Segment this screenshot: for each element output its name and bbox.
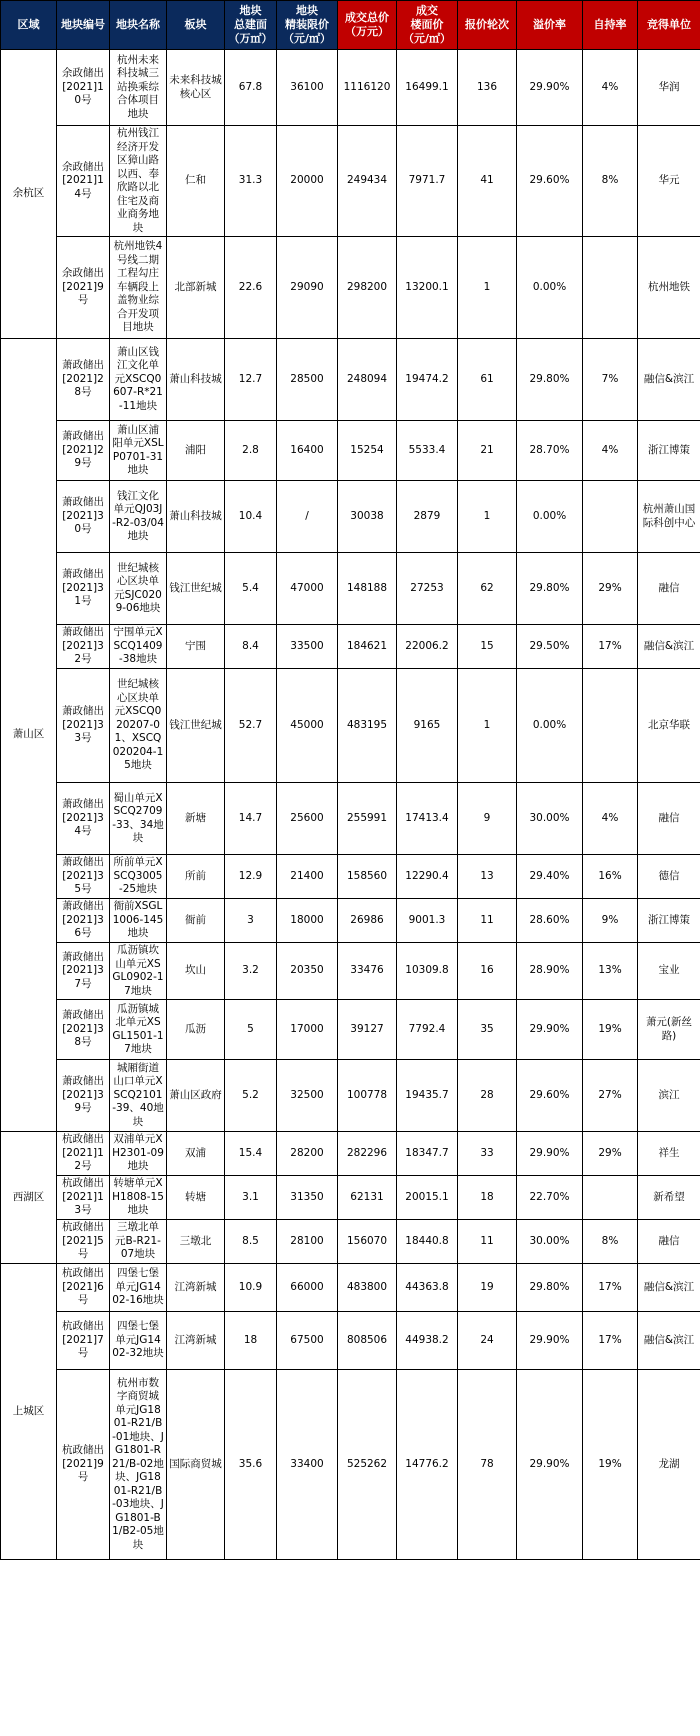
premium-cell: 0.00% xyxy=(517,237,583,339)
premium-cell: 0.00% xyxy=(517,669,583,783)
header-total-price: 成交总价 （万元） xyxy=(338,1,397,50)
floor-price-cell: 17413.4 xyxy=(397,783,458,855)
price-cap-cell: 33500 xyxy=(277,625,338,669)
header-self-hold: 自持率 xyxy=(583,1,638,50)
total-price-cell: 15254 xyxy=(338,421,397,481)
area-cell: 22.6 xyxy=(225,237,277,339)
rounds-cell: 41 xyxy=(458,126,517,237)
total-price-cell: 525262 xyxy=(338,1370,397,1560)
plot-no-cell: 杭政储出[2021]6号 xyxy=(57,1264,110,1312)
total-price-cell: 26986 xyxy=(338,899,397,943)
plot-name-cell: 蜀山单元XSCQ2709-33、34地块 xyxy=(110,783,167,855)
plot-name-cell: 世纪城核心区块单元SJC0209-06地块 xyxy=(110,553,167,625)
rounds-cell: 16 xyxy=(458,943,517,1000)
plot-name-cell: 四堡七堡单元JG1402-32地块 xyxy=(110,1312,167,1370)
area-cell: 3.2 xyxy=(225,943,277,1000)
rounds-cell: 21 xyxy=(458,421,517,481)
price-cap-cell: 36100 xyxy=(277,50,338,126)
winner-cell: 融信&滨江 xyxy=(638,625,700,669)
table-row xyxy=(1,553,700,625)
plot-name-cell: 萧山区浦阳单元XSLP0701-31地块 xyxy=(110,421,167,481)
table-row xyxy=(1,1264,700,1312)
district-cell: 萧山区 xyxy=(1,339,57,1132)
winner-cell: 德信 xyxy=(638,855,700,899)
premium-cell: 29.90% xyxy=(517,50,583,126)
plot-name-cell: 四堡七堡单元JG1402-16地块 xyxy=(110,1264,167,1312)
self-hold-cell: 17% xyxy=(583,1264,638,1312)
winner-cell: 融信&滨江 xyxy=(638,1312,700,1370)
sector-cell: 钱江世纪城 xyxy=(167,553,225,625)
self-hold-cell: 9% xyxy=(583,899,638,943)
price-cap-cell: 16400 xyxy=(277,421,338,481)
winner-cell: 华元 xyxy=(638,126,700,237)
self-hold-cell: 7% xyxy=(583,339,638,421)
rounds-cell: 19 xyxy=(458,1264,517,1312)
price-cap-cell: 25600 xyxy=(277,783,338,855)
plot-no-cell: 萧政储出[2021]30号 xyxy=(57,481,110,553)
rounds-cell: 11 xyxy=(458,899,517,943)
plot-name-cell: 所前单元XSCQ3005-25地块 xyxy=(110,855,167,899)
area-cell: 8.4 xyxy=(225,625,277,669)
premium-cell: 30.00% xyxy=(517,1220,583,1264)
premium-cell: 29.90% xyxy=(517,1132,583,1176)
rounds-cell: 15 xyxy=(458,625,517,669)
table-row xyxy=(1,421,700,481)
total-price-cell: 62131 xyxy=(338,1176,397,1220)
self-hold-cell: 8% xyxy=(583,126,638,237)
floor-price-cell: 18347.7 xyxy=(397,1132,458,1176)
plot-no-cell: 杭政储出[2021]12号 xyxy=(57,1132,110,1176)
sector-cell: 仁和 xyxy=(167,126,225,237)
premium-cell: 29.80% xyxy=(517,553,583,625)
header-row xyxy=(1,1,700,50)
table-row xyxy=(1,1220,700,1264)
rounds-cell: 62 xyxy=(458,553,517,625)
rounds-cell: 33 xyxy=(458,1132,517,1176)
plot-no-cell: 余政储出[2021]9号 xyxy=(57,237,110,339)
table-row xyxy=(1,1176,700,1220)
plot-no-cell: 杭政储出[2021]7号 xyxy=(57,1312,110,1370)
rounds-cell: 9 xyxy=(458,783,517,855)
rounds-cell: 1 xyxy=(458,237,517,339)
self-hold-cell: 17% xyxy=(583,1312,638,1370)
price-cap-cell: 28200 xyxy=(277,1132,338,1176)
area-cell: 8.5 xyxy=(225,1220,277,1264)
table-row xyxy=(1,237,700,339)
self-hold-cell: 19% xyxy=(583,1370,638,1560)
header-premium: 溢价率 xyxy=(517,1,583,50)
price-cap-cell: 28500 xyxy=(277,339,338,421)
sector-cell: 转塘 xyxy=(167,1176,225,1220)
plot-name-cell: 杭州地铁4号线二期工程勾庄车辆段上盖物业综合开发项目地块 xyxy=(110,237,167,339)
sector-cell: 萧山科技城 xyxy=(167,339,225,421)
self-hold-cell: 17% xyxy=(583,625,638,669)
sector-cell: 萧山科技城 xyxy=(167,481,225,553)
total-price-cell: 249434 xyxy=(338,126,397,237)
self-hold-cell: 29% xyxy=(583,553,638,625)
area-cell: 31.3 xyxy=(225,126,277,237)
table-row xyxy=(1,1370,700,1560)
self-hold-cell xyxy=(583,237,638,339)
sector-cell: 浦阳 xyxy=(167,421,225,481)
plot-name-cell: 萧山区钱江文化单元XSCQ0607-R*21-11地块 xyxy=(110,339,167,421)
winner-cell: 融信 xyxy=(638,783,700,855)
district-cell: 余杭区 xyxy=(1,50,57,339)
premium-cell: 29.60% xyxy=(517,1060,583,1132)
floor-price-cell: 14776.2 xyxy=(397,1370,458,1560)
floor-price-cell: 44363.8 xyxy=(397,1264,458,1312)
winner-cell: 融信&滨江 xyxy=(638,339,700,421)
area-cell: 5.2 xyxy=(225,1060,277,1132)
area-cell: 5 xyxy=(225,1000,277,1060)
plot-name-cell: 杭州未来科技城三站换乘综合体项目地块 xyxy=(110,50,167,126)
sector-cell: 江湾新城 xyxy=(167,1264,225,1312)
price-cap-cell: 18000 xyxy=(277,899,338,943)
plot-no-cell: 杭政储出[2021]9号 xyxy=(57,1370,110,1560)
plot-no-cell: 萧政储出[2021]35号 xyxy=(57,855,110,899)
floor-price-cell: 2879 xyxy=(397,481,458,553)
rounds-cell: 11 xyxy=(458,1220,517,1264)
plot-no-cell: 萧政储出[2021]31号 xyxy=(57,553,110,625)
rounds-cell: 78 xyxy=(458,1370,517,1560)
header-winner: 竞得单位 xyxy=(638,1,700,50)
sector-cell: 新塘 xyxy=(167,783,225,855)
floor-price-cell: 16499.1 xyxy=(397,50,458,126)
premium-cell: 29.90% xyxy=(517,1370,583,1560)
plot-name-cell: 杭州钱江经济开发区獐山路以西、奉欣路以北住宅及商业商务地块 xyxy=(110,126,167,237)
floor-price-cell: 5533.4 xyxy=(397,421,458,481)
rounds-cell: 136 xyxy=(458,50,517,126)
self-hold-cell: 27% xyxy=(583,1060,638,1132)
plot-no-cell: 萧政储出[2021]34号 xyxy=(57,783,110,855)
sector-cell: 宁围 xyxy=(167,625,225,669)
floor-price-cell: 19474.2 xyxy=(397,339,458,421)
price-cap-cell: 28100 xyxy=(277,1220,338,1264)
premium-cell: 30.00% xyxy=(517,783,583,855)
price-cap-cell: 21400 xyxy=(277,855,338,899)
total-price-cell: 100778 xyxy=(338,1060,397,1132)
plot-no-cell: 余政储出[2021]10号 xyxy=(57,50,110,126)
premium-cell: 28.70% xyxy=(517,421,583,481)
self-hold-cell: 4% xyxy=(583,421,638,481)
winner-cell: 华润 xyxy=(638,50,700,126)
header-area: 地块 总建面 （万㎡） xyxy=(225,1,277,50)
area-cell: 5.4 xyxy=(225,553,277,625)
total-price-cell: 282296 xyxy=(338,1132,397,1176)
sector-cell: 萧山区政府 xyxy=(167,1060,225,1132)
area-cell: 12.7 xyxy=(225,339,277,421)
sector-cell: 未来科技城核心区 xyxy=(167,50,225,126)
winner-cell: 北京华联 xyxy=(638,669,700,783)
premium-cell: 29.80% xyxy=(517,1264,583,1312)
total-price-cell: 483800 xyxy=(338,1264,397,1312)
table-row xyxy=(1,1000,700,1060)
sector-cell: 双浦 xyxy=(167,1132,225,1176)
area-cell: 3.1 xyxy=(225,1176,277,1220)
header-sector: 板块 xyxy=(167,1,225,50)
area-cell: 52.7 xyxy=(225,669,277,783)
area-cell: 2.8 xyxy=(225,421,277,481)
plot-no-cell: 余政储出[2021]14号 xyxy=(57,126,110,237)
plot-no-cell: 萧政储出[2021]37号 xyxy=(57,943,110,1000)
price-cap-cell: 29090 xyxy=(277,237,338,339)
plot-name-cell: 转塘单元XH1808-15地块 xyxy=(110,1176,167,1220)
total-price-cell: 298200 xyxy=(338,237,397,339)
rounds-cell: 24 xyxy=(458,1312,517,1370)
winner-cell: 祥生 xyxy=(638,1132,700,1176)
plot-no-cell: 萧政储出[2021]28号 xyxy=(57,339,110,421)
total-price-cell: 255991 xyxy=(338,783,397,855)
floor-price-cell: 20015.1 xyxy=(397,1176,458,1220)
area-cell: 67.8 xyxy=(225,50,277,126)
total-price-cell: 158560 xyxy=(338,855,397,899)
header-plot-name: 地块名称 xyxy=(110,1,167,50)
area-cell: 10.4 xyxy=(225,481,277,553)
floor-price-cell: 19435.7 xyxy=(397,1060,458,1132)
premium-cell: 28.60% xyxy=(517,899,583,943)
table-row xyxy=(1,481,700,553)
sector-cell: 坎山 xyxy=(167,943,225,1000)
self-hold-cell xyxy=(583,1176,638,1220)
table-row xyxy=(1,899,700,943)
winner-cell: 宝业 xyxy=(638,943,700,1000)
premium-cell: 28.90% xyxy=(517,943,583,1000)
rounds-cell: 13 xyxy=(458,855,517,899)
premium-cell: 29.50% xyxy=(517,625,583,669)
sector-cell: 所前 xyxy=(167,855,225,899)
total-price-cell: 1116120 xyxy=(338,50,397,126)
price-cap-cell: / xyxy=(277,481,338,553)
plot-no-cell: 萧政储出[2021]38号 xyxy=(57,1000,110,1060)
rounds-cell: 61 xyxy=(458,339,517,421)
floor-price-cell: 13200.1 xyxy=(397,237,458,339)
header-price-cap: 地块 精装限价 （元/㎡） xyxy=(277,1,338,50)
table-row xyxy=(1,669,700,783)
floor-price-cell: 27253 xyxy=(397,553,458,625)
self-hold-cell: 13% xyxy=(583,943,638,1000)
self-hold-cell: 29% xyxy=(583,1132,638,1176)
premium-cell: 22.70% xyxy=(517,1176,583,1220)
self-hold-cell: 19% xyxy=(583,1000,638,1060)
plot-name-cell: 瓜沥镇坎山单元XSGL0902-17地块 xyxy=(110,943,167,1000)
table-row xyxy=(1,943,700,1000)
price-cap-cell: 20350 xyxy=(277,943,338,1000)
table-row xyxy=(1,50,700,126)
plot-no-cell: 萧政储出[2021]29号 xyxy=(57,421,110,481)
self-hold-cell: 4% xyxy=(583,783,638,855)
plot-no-cell: 萧政储出[2021]39号 xyxy=(57,1060,110,1132)
district-cell: 西湖区 xyxy=(1,1132,57,1264)
table-row xyxy=(1,126,700,237)
area-cell: 35.6 xyxy=(225,1370,277,1560)
table-row xyxy=(1,1060,700,1132)
floor-price-cell: 7792.4 xyxy=(397,1000,458,1060)
floor-price-cell: 12290.4 xyxy=(397,855,458,899)
area-cell: 3 xyxy=(225,899,277,943)
sector-cell: 瓜沥 xyxy=(167,1000,225,1060)
self-hold-cell xyxy=(583,481,638,553)
table-row xyxy=(1,855,700,899)
premium-cell: 29.90% xyxy=(517,1312,583,1370)
table-row xyxy=(1,339,700,421)
winner-cell: 融信 xyxy=(638,553,700,625)
self-hold-cell: 8% xyxy=(583,1220,638,1264)
rounds-cell: 35 xyxy=(458,1000,517,1060)
winner-cell: 龙湖 xyxy=(638,1370,700,1560)
sector-cell: 衙前 xyxy=(167,899,225,943)
winner-cell: 浙江博策 xyxy=(638,421,700,481)
plot-no-cell: 萧政储出[2021]36号 xyxy=(57,899,110,943)
self-hold-cell: 4% xyxy=(583,50,638,126)
premium-cell: 29.40% xyxy=(517,855,583,899)
sector-cell: 北部新城 xyxy=(167,237,225,339)
price-cap-cell: 47000 xyxy=(277,553,338,625)
price-cap-cell: 31350 xyxy=(277,1176,338,1220)
area-cell: 18 xyxy=(225,1312,277,1370)
self-hold-cell: 16% xyxy=(583,855,638,899)
total-price-cell: 184621 xyxy=(338,625,397,669)
winner-cell: 融信 xyxy=(638,1220,700,1264)
header-district: 区域 xyxy=(1,1,57,50)
area-cell: 10.9 xyxy=(225,1264,277,1312)
area-cell: 14.7 xyxy=(225,783,277,855)
plot-no-cell: 萧政储出[2021]33号 xyxy=(57,669,110,783)
area-cell: 15.4 xyxy=(225,1132,277,1176)
total-price-cell: 248094 xyxy=(338,339,397,421)
price-cap-cell: 20000 xyxy=(277,126,338,237)
winner-cell: 滨江 xyxy=(638,1060,700,1132)
district-cell: 上城区 xyxy=(1,1264,57,1560)
header-rounds: 报价轮次 xyxy=(458,1,517,50)
plot-name-cell: 钱江文化单元QJ03J-R2-03/04地块 xyxy=(110,481,167,553)
floor-price-cell: 44938.2 xyxy=(397,1312,458,1370)
total-price-cell: 808506 xyxy=(338,1312,397,1370)
winner-cell: 浙江博策 xyxy=(638,899,700,943)
premium-cell: 29.80% xyxy=(517,339,583,421)
header-plot-no: 地块编号 xyxy=(57,1,110,50)
premium-cell: 29.60% xyxy=(517,126,583,237)
sector-cell: 江湾新城 xyxy=(167,1312,225,1370)
table-row xyxy=(1,1312,700,1370)
winner-cell: 融信&滨江 xyxy=(638,1264,700,1312)
rounds-cell: 1 xyxy=(458,669,517,783)
winner-cell: 新希望 xyxy=(638,1176,700,1220)
plot-name-cell: 衙前XSGL1006-145地块 xyxy=(110,899,167,943)
floor-price-cell: 10309.8 xyxy=(397,943,458,1000)
price-cap-cell: 17000 xyxy=(277,1000,338,1060)
plot-no-cell: 杭政储出[2021]5号 xyxy=(57,1220,110,1264)
price-cap-cell: 45000 xyxy=(277,669,338,783)
table-row xyxy=(1,783,700,855)
table-row xyxy=(1,1132,700,1176)
price-cap-cell: 66000 xyxy=(277,1264,338,1312)
self-hold-cell xyxy=(583,669,638,783)
winner-cell: 萧元(新丝路) xyxy=(638,1000,700,1060)
sector-cell: 国际商贸城 xyxy=(167,1370,225,1560)
premium-cell: 0.00% xyxy=(517,481,583,553)
plot-no-cell: 杭政储出[2021]13号 xyxy=(57,1176,110,1220)
rounds-cell: 18 xyxy=(458,1176,517,1220)
sector-cell: 钱江世纪城 xyxy=(167,669,225,783)
total-price-cell: 30038 xyxy=(338,481,397,553)
floor-price-cell: 18440.8 xyxy=(397,1220,458,1264)
plot-name-cell: 三墩北单元B-R21-07地块 xyxy=(110,1220,167,1264)
plot-name-cell: 瓜沥镇城北单元XSGL1501-17地块 xyxy=(110,1000,167,1060)
area-cell: 12.9 xyxy=(225,855,277,899)
floor-price-cell: 7971.7 xyxy=(397,126,458,237)
sector-cell: 三墩北 xyxy=(167,1220,225,1264)
table-body xyxy=(1,50,700,1560)
plot-no-cell: 萧政储出[2021]32号 xyxy=(57,625,110,669)
rounds-cell: 28 xyxy=(458,1060,517,1132)
plot-name-cell: 杭州市数字商贸城单元JG1801-R21/B-01地块、JG1801-R21/B-02地块、JG1801-R21/B-03地块、JG1801-B1/B2-05地块 xyxy=(110,1370,167,1560)
plot-name-cell: 世纪城核心区块单元XSCQ020207-01、XSCQ020204-15地块 xyxy=(110,669,167,783)
total-price-cell: 483195 xyxy=(338,669,397,783)
plot-name-cell: 双浦单元XH2301-09地块 xyxy=(110,1132,167,1176)
header-floor-price: 成交 楼面价 （元/㎡） xyxy=(397,1,458,50)
price-cap-cell: 33400 xyxy=(277,1370,338,1560)
winner-cell: 杭州萧山国际科创中心 xyxy=(638,481,700,553)
floor-price-cell: 9165 xyxy=(397,669,458,783)
price-cap-cell: 32500 xyxy=(277,1060,338,1132)
total-price-cell: 156070 xyxy=(338,1220,397,1264)
total-price-cell: 33476 xyxy=(338,943,397,1000)
total-price-cell: 148188 xyxy=(338,553,397,625)
winner-cell: 杭州地铁 xyxy=(638,237,700,339)
floor-price-cell: 22006.2 xyxy=(397,625,458,669)
total-price-cell: 39127 xyxy=(338,1000,397,1060)
premium-cell: 29.90% xyxy=(517,1000,583,1060)
plot-name-cell: 宁围单元XSCQ1409-38地块 xyxy=(110,625,167,669)
rounds-cell: 1 xyxy=(458,481,517,553)
table-row xyxy=(1,625,700,669)
floor-price-cell: 9001.3 xyxy=(397,899,458,943)
price-cap-cell: 67500 xyxy=(277,1312,338,1370)
plot-name-cell: 城厢街道山口单元XSCQ2101-39、40地块 xyxy=(110,1060,167,1132)
